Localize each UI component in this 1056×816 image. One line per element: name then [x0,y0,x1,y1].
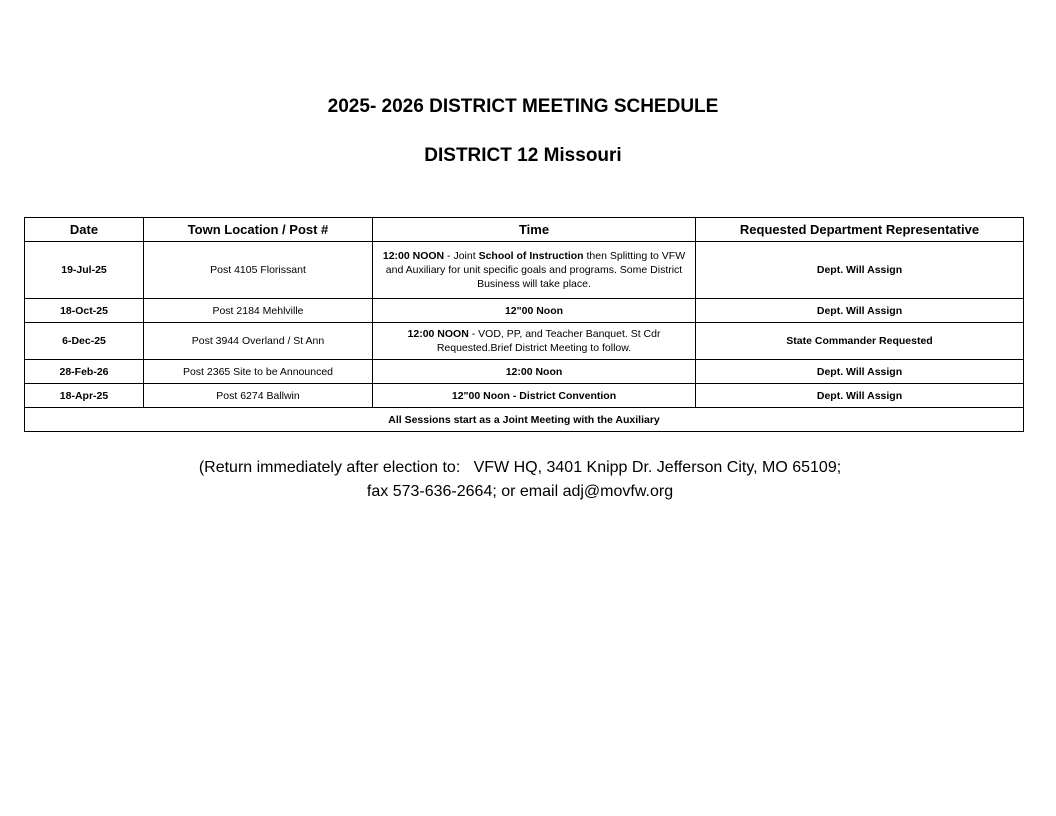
cell-date: 18-Apr-25 [25,384,144,408]
cell-date: 18-Oct-25 [25,299,144,323]
cell-representative: Dept. Will Assign [696,360,1024,384]
table-row [25,323,1024,360]
cell-representative: Dept. Will Assign [696,384,1024,408]
schedule-table [24,217,1024,432]
footnote: All Sessions start as a Joint Meeting with the Auxiliary [25,408,1024,432]
cell-time: 12:00 Noon [373,360,696,384]
cell-time: 12"00 Noon - District Convention [373,384,696,408]
page-subtitle: DISTRICT 12 Missouri [424,145,622,166]
time-highlight: 12:00 NOON [407,328,469,340]
contact-line-2: fax 573-636-2664; or email adj@movfw.org [366,483,674,500]
cell-time: 12"00 Noon [373,299,696,323]
cell-time [373,323,696,360]
time-text: - Joint [444,250,479,262]
time-highlight: School of Instruction [478,250,584,262]
cell-time [373,242,696,299]
header-time: Time [373,218,696,242]
cell-representative: Dept. Will Assign [696,242,1024,299]
cell-location: Post 4105 Florissant [144,242,373,299]
cell-location: Post 2365 Site to be Announced [144,360,373,384]
cell-location: Post 6274 Ballwin [144,384,373,408]
header-date: Date [25,218,144,242]
footnote-row [25,408,1024,432]
cell-location: Post 3944 Overland / St Ann [144,323,373,360]
cell-date: 28-Feb-26 [25,360,144,384]
time-highlight: 12:00 NOON [382,250,445,262]
table-row [25,299,1024,323]
time-text: - VOD, PP, and Teacher Banquet. St Cdr Requested.Brief District Meeting to follow. [436,328,661,354]
cell-location: Post 2184 Mehlville [144,299,373,323]
table-row [25,360,1024,384]
table-row [25,384,1024,408]
cell-date: 6-Dec-25 [25,323,144,360]
cell-representative: State Commander Requested [696,323,1024,360]
cell-date: 19-Jul-25 [25,242,144,299]
time-text: then Splitting to VFW and Auxiliary for unit specific goals and programs. Some District Business will take place. [385,250,686,290]
cell-representative: Dept. Will Assign [696,299,1024,323]
header-row [25,218,1024,242]
table-row [25,242,1024,299]
header-location: Town Location / Post # [144,218,373,242]
header-representative: Requested Department Representative [696,218,1024,242]
page-title: 2025- 2026 DISTRICT MEETING SCHEDULE [327,96,719,117]
contact-line-1: (Return immediately after election to: VFW HQ, 3401 Knipp Dr. Jefferson City, MO 65109; [198,459,842,476]
